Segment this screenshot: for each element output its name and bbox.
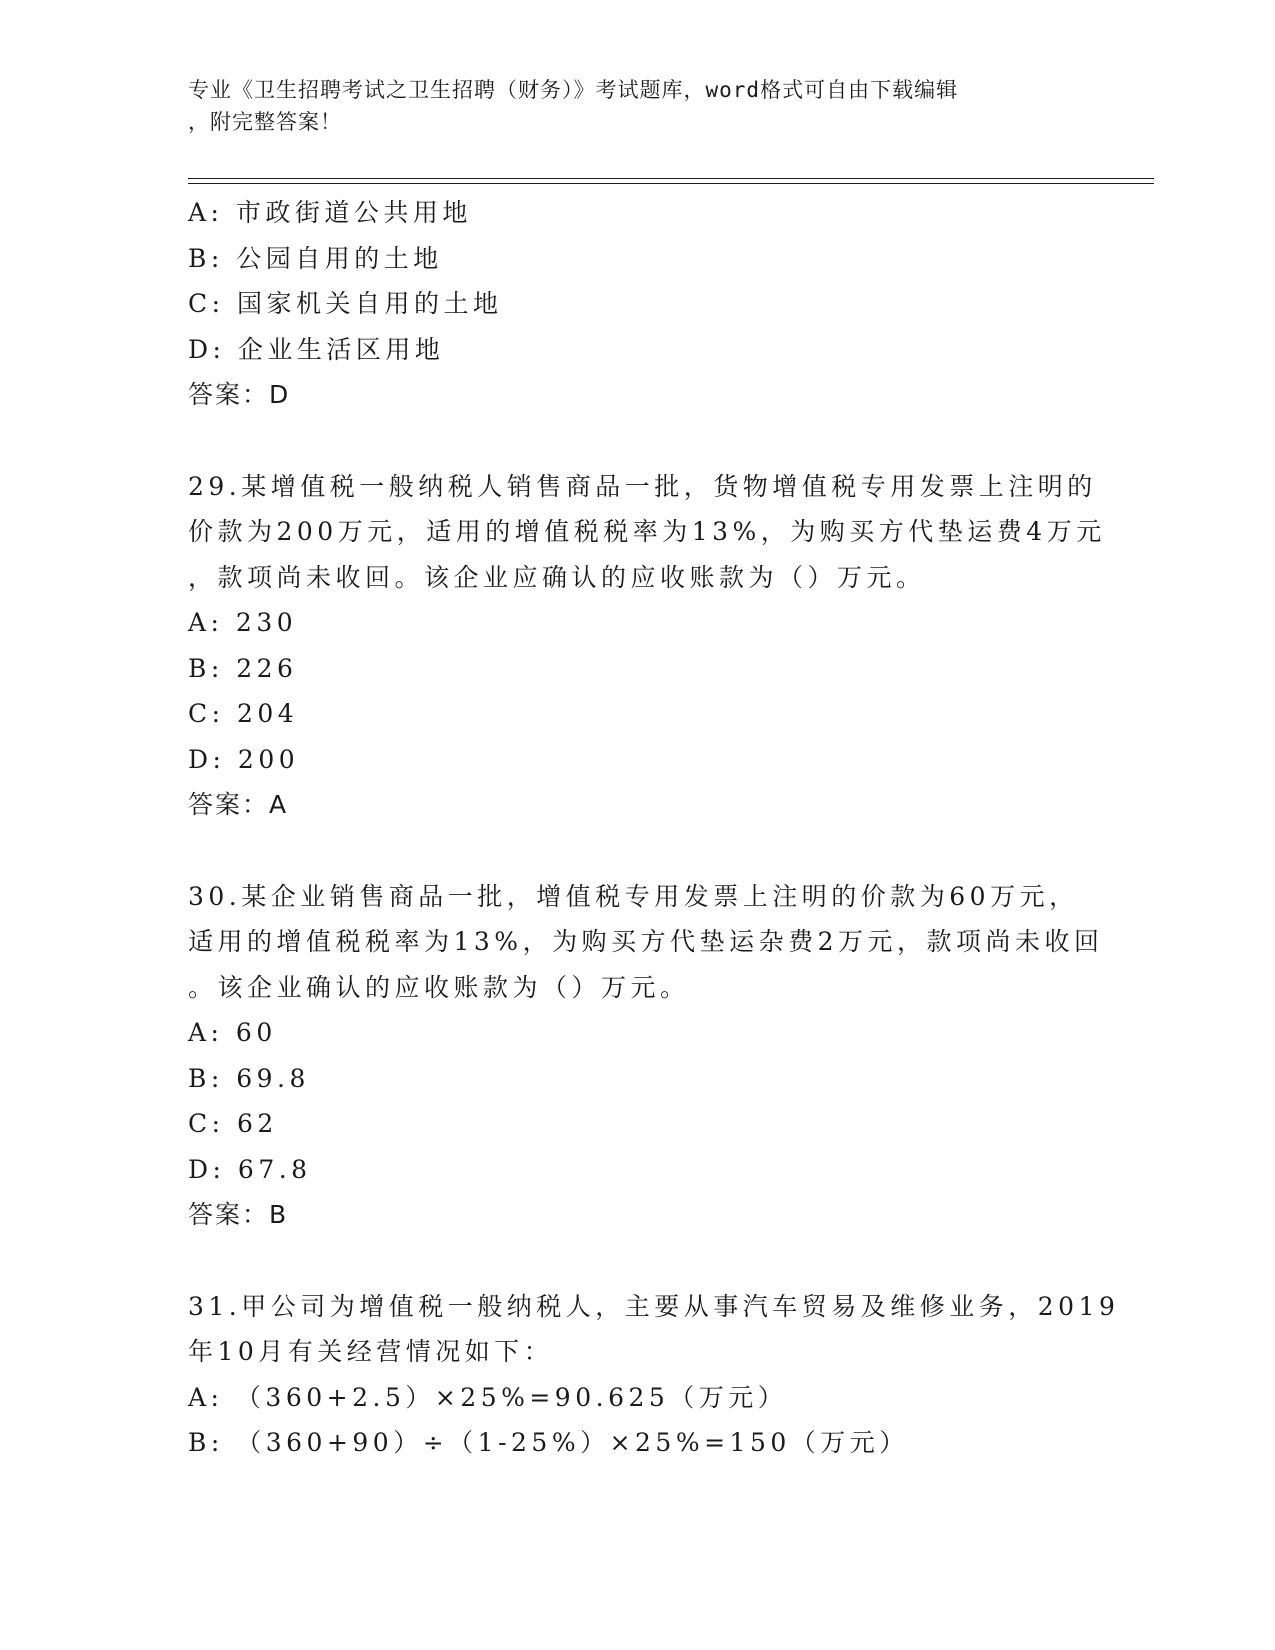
option-c: C: 国家机关自用的土地 [188,289,503,318]
spacer [188,418,1088,464]
option-c: C: 62 [188,1109,278,1138]
answer-text: 答案：D [188,380,291,409]
question-text: 价款为200万元，适用的增值税税率为13%，为购买方代垫运费4万元 [188,517,1106,546]
question-text: 适用的增值税税率为13%，为购买方代垫运杂费2万元，款项尚未收回 [188,927,1104,956]
question-text: 年10月有关经营情况如下： [188,1337,554,1366]
question-text: 。该企业确认的应收账款为（）万元。 [188,972,690,1002]
option-d: D: 67.8 [188,1154,312,1184]
option-d: D: 200 [188,744,300,774]
option-b: B: 226 [188,653,298,683]
header-line: ，附完整答案！ [188,110,342,134]
question-list [188,190,1120,1466]
option-a: A: 230 [188,608,298,637]
question-28 [188,190,1088,418]
option-a: A: 60 [188,1018,277,1047]
header-divider [188,183,1154,184]
option-c: C: 204 [188,699,299,728]
document-header [188,74,1068,138]
option-b: B: （360+90）÷（1-25%）×25%=150（万元） [188,1428,909,1457]
spacer [188,1238,1088,1284]
question-text: 30.某企业销售商品一批，增值税专用发票上注明的价款为60万元， [188,881,1079,911]
option-b: B: 69.8 [188,1063,310,1093]
header-line: 专业《卫生招聘考试之卫生招聘（财务）》考试题库，word格式可自由下载编辑 [188,78,959,102]
question-text: ，款项尚未收回。该企业应确认的应收账款为（）万元。 [188,562,926,592]
question-text: 31.甲公司为增值税一般纳税人，主要从事汽车贸易及维修业务，2019 [188,1291,1120,1321]
spacer [188,828,1088,874]
answer-text: 答案：A [188,790,289,819]
option-a: A: 市政街道公共用地 [188,198,472,227]
question-text: 29.某增值税一般纳税人销售商品一批，货物增值税专用发票上注明的 [188,471,1097,501]
question-31 [188,1284,1120,1466]
answer-text: 答案：B [188,1200,289,1229]
option-a: A: （360+2.5）×25%=90.625（万元） [188,1382,788,1412]
option-d: D: 企业生活区用地 [188,334,445,364]
header-divider [188,178,1154,179]
question-29 [188,464,1106,828]
question-30 [188,874,1104,1238]
option-b: B: 公园自用的土地 [188,243,443,273]
